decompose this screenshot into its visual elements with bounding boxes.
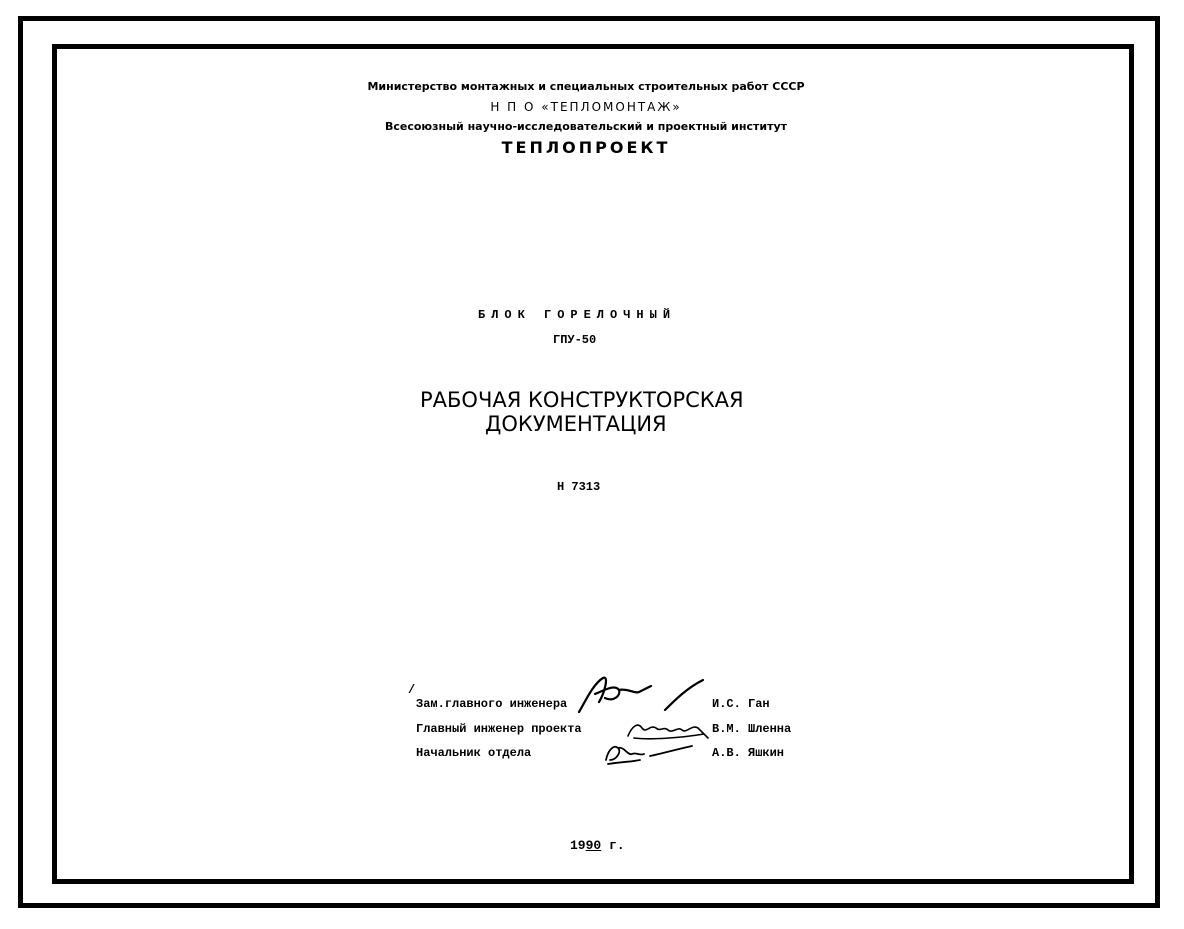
signer-role-department-head: Начальник отдела xyxy=(416,746,532,760)
signature-2 xyxy=(620,718,712,742)
document-title-line1: РАБОЧАЯ КОНСТРУКТОРСКАЯ xyxy=(420,388,744,412)
signature-3 xyxy=(600,740,695,766)
product-name: БЛОК ГОРЕЛОЧНЫЙ xyxy=(478,308,677,322)
year-unit: г. xyxy=(601,838,625,853)
year-prefix: 19 xyxy=(570,838,586,853)
signer-name-1: И.С. Ган xyxy=(712,697,770,711)
signer-role-chief-engineer-deputy: Зам.главного инженера xyxy=(416,697,568,711)
npo-name: Н П О «ТЕПЛОМОНТАЖ» xyxy=(490,100,682,114)
inner-frame xyxy=(52,44,1134,884)
document-year xyxy=(570,838,625,853)
signer-role-project-chief-engineer: Главный инженер проекта xyxy=(416,722,582,736)
signature-mark: / xyxy=(408,683,416,697)
product-model: ГПУ-50 xyxy=(553,333,597,347)
institute-short-name: ТЕПЛОПРОЕКТ xyxy=(501,138,671,157)
ministry-name: Министерство монтажных и специальных строительных работ СССР xyxy=(367,80,805,93)
signer-name-3: А.В. Яшкин xyxy=(712,746,785,760)
signature-1 xyxy=(575,672,707,718)
year-suffix: 90 xyxy=(585,838,602,853)
document-code: Н 7313 xyxy=(557,480,601,494)
institute-name: Всесоюзный научно-исследовательский и проектный институт xyxy=(384,120,788,133)
document-title-line2: ДОКУМЕНТАЦИЯ xyxy=(485,412,667,436)
signer-name-2: В.М. Шленна xyxy=(712,722,792,736)
